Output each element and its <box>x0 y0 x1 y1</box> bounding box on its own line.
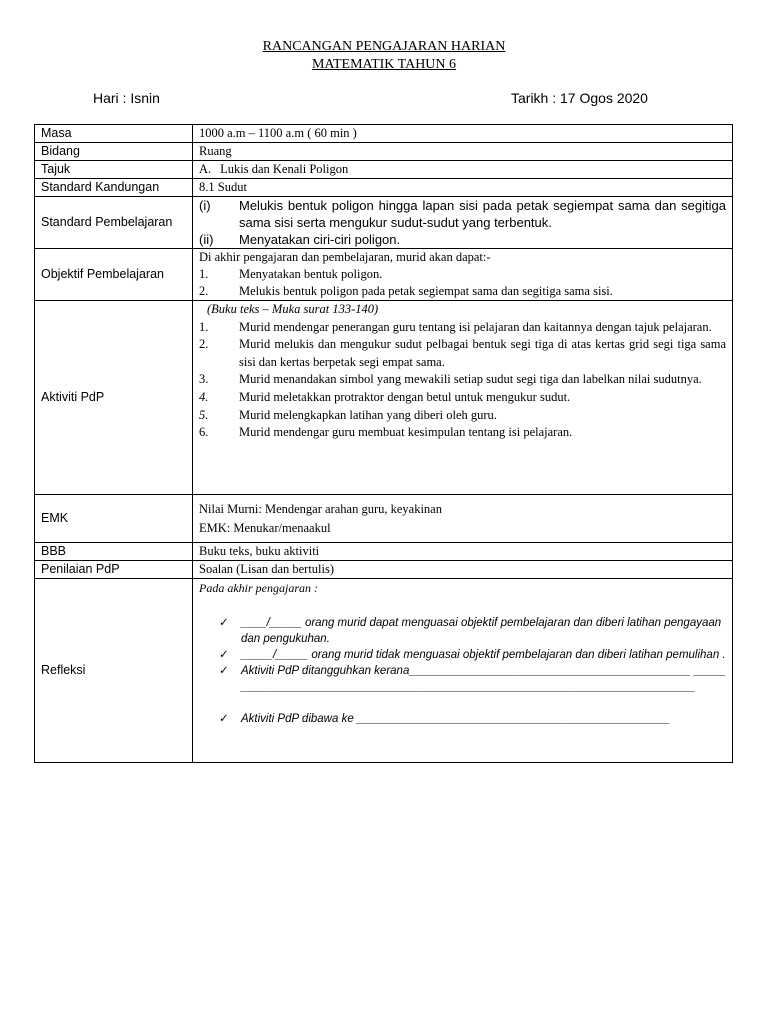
aktiviti-num: 3. <box>199 372 209 387</box>
value-standard-pembelajaran <box>193 197 733 249</box>
lesson-plan-table <box>34 124 733 763</box>
row-emk <box>35 495 733 543</box>
document-title: RANCANGAN PENGAJARAN HARIAN <box>262 39 506 54</box>
objektif-intro: Di akhir pengajaran dan pembelajaran, murid akan dapat:- <box>199 250 491 264</box>
refleksi-item <box>199 711 726 727</box>
aktiviti-item <box>199 389 726 407</box>
refleksi-head: Pada akhir pengajaran : <box>199 581 318 595</box>
checkmark-icon: ✓ <box>219 649 229 661</box>
sp-item <box>199 231 726 248</box>
objektif-num: 2. <box>199 284 209 298</box>
row-standard-pembelajaran <box>35 197 733 249</box>
aktiviti-text: Murid melukis dan mengukur sudut pelbagai bentuk segi tiga di atas kertas grid segi tiga sama sisi dan kertas berpetak segi empat sama. <box>239 337 726 369</box>
value-objektif <box>193 249 733 301</box>
refleksi-text: Aktiviti PdP dibawa ke _________________________________________________ <box>241 713 671 725</box>
label-aktiviti: Aktiviti PdP <box>35 301 193 495</box>
label-standard-pembelajaran: Standard Pembelajaran <box>35 197 193 249</box>
label-refleksi: Refleksi <box>35 579 193 763</box>
objektif-text: Melukis bentuk poligon pada petak segiempat sama dan segitiga sama sisi. <box>239 284 613 298</box>
sp-num: (ii) <box>199 232 214 247</box>
date-label: Tarikh : 17 Ogos 2020 <box>511 90 648 106</box>
aktiviti-num: 4. <box>199 389 209 404</box>
tajuk-text: Lukis dan Kenali Poligon <box>220 162 349 176</box>
value-masa: 1000 a.m – 1100 a.m ( 60 min ) <box>193 125 733 143</box>
aktiviti-text: Murid meletakkan protraktor dengan betul untuk mengukur sudut. <box>239 389 571 404</box>
document-subtitle: MATEMATIK TAHUN 6 <box>311 57 457 72</box>
objektif-item <box>199 283 726 300</box>
emk-line1: Nilai Murni: Mendengar arahan guru, keyakinan <box>199 501 442 516</box>
label-penilaian: Penilaian PdP <box>35 561 193 579</box>
row-objektif <box>35 249 733 301</box>
checkmark-icon: ✓ <box>219 713 229 725</box>
refleksi-text: _____/_____ orang murid tidak menguasai objektif pembelajaran dan diberi latihan pemulihan . <box>241 649 726 661</box>
row-aktiviti <box>35 301 733 495</box>
day-label: Hari : Isnin <box>93 90 160 106</box>
row-tajuk <box>35 161 733 179</box>
objektif-text: Menyatakan bentuk poligon. <box>239 267 383 281</box>
value-refleksi <box>193 579 733 763</box>
label-standard-kandungan: Standard Kandungan <box>35 179 193 197</box>
row-bidang <box>35 143 733 161</box>
refleksi-item <box>199 615 726 647</box>
value-penilaian: Soalan (Lisan dan bertulis) <box>193 561 733 579</box>
aktiviti-num: 5. <box>199 407 209 422</box>
aktiviti-item <box>199 371 726 389</box>
objektif-num: 1. <box>199 267 209 281</box>
sp-num: (i) <box>199 198 211 213</box>
value-bbb: Buku teks, buku aktiviti <box>193 543 733 561</box>
aktiviti-text: Murid melengkapkan latihan yang diberi oleh guru. <box>239 407 497 422</box>
aktiviti-ref: (Buku teks – Muka surat 133-140) <box>207 302 379 316</box>
aktiviti-item <box>199 407 726 425</box>
refleksi-item <box>199 663 726 695</box>
refleksi-item <box>199 647 726 663</box>
row-standard-kandungan <box>35 179 733 197</box>
label-bidang: Bidang <box>35 143 193 161</box>
value-aktiviti <box>193 301 733 495</box>
aktiviti-num: 6. <box>199 425 209 440</box>
aktiviti-num: 1. <box>199 319 209 334</box>
refleksi-text: ____/_____ orang murid dapat menguasai objektif pembelajaran dan diberi latihan pengayaan dan pengukuhan. <box>241 617 722 645</box>
checkmark-icon: ✓ <box>219 617 229 629</box>
sk-num: 8.1 <box>199 180 215 194</box>
value-tajuk <box>193 161 733 179</box>
objektif-item <box>199 266 726 283</box>
aktiviti-text: Murid mendengar penerangan guru tentang isi pelajaran dan kaitannya dengan tajuk pelajaran. <box>239 319 712 334</box>
sp-text: Melukis bentuk poligon hingga lapan sisi pada petak segiempat sama dan segitiga sama sisi serta mengukur sudut-sudut yang terbentuk. <box>239 198 726 230</box>
aktiviti-text: Murid menandakan simbol yang mewakili setiap sudut segi tiga dan labelkan nilai sudutnya. <box>239 372 702 387</box>
label-tajuk: Tajuk <box>35 161 193 179</box>
label-bbb: BBB <box>35 543 193 561</box>
checkmark-icon: ✓ <box>219 665 229 677</box>
sp-text: Menyatakan ciri-ciri poligon. <box>239 232 401 247</box>
sp-item <box>199 197 726 231</box>
value-standard-kandungan <box>193 179 733 197</box>
sk-text: Sudut <box>217 180 247 194</box>
label-masa: Masa <box>35 125 193 143</box>
value-bidang: Ruang <box>193 143 733 161</box>
aktiviti-num: 2. <box>199 337 209 352</box>
refleksi-text: Aktiviti PdP ditangguhkan kerana____________________________________________ ____________________________________________________________________________ <box>241 665 726 693</box>
tajuk-num: A. <box>199 162 212 176</box>
emk-line2: EMK: Menukar/menaakul <box>199 520 331 535</box>
row-refleksi <box>35 579 733 763</box>
aktiviti-text: Murid mendengar guru membuat kesimpulan tentang isi pelajaran. <box>239 425 573 440</box>
row-masa <box>35 125 733 143</box>
aktiviti-item <box>199 424 726 442</box>
row-penilaian <box>35 561 733 579</box>
label-emk: EMK <box>35 495 193 543</box>
label-objektif: Objektif Pembelajaran <box>35 249 193 301</box>
row-bbb <box>35 543 733 561</box>
aktiviti-item <box>199 319 726 337</box>
value-emk <box>193 495 733 543</box>
aktiviti-item <box>199 336 726 371</box>
